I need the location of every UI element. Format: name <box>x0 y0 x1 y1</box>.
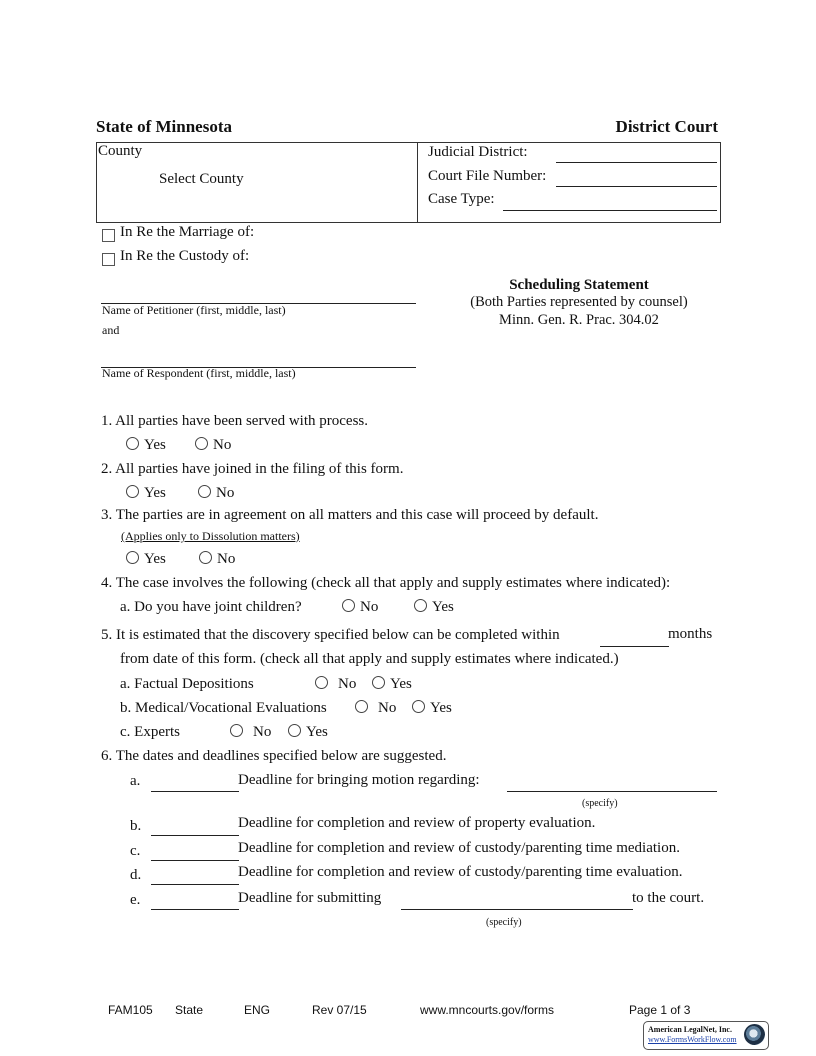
q5a-text: a. Factual Depositions <box>120 676 254 692</box>
radio-icon <box>288 724 301 737</box>
q6d-letter: d. <box>130 867 142 883</box>
badge-name: American LegalNet, Inc. <box>648 1025 732 1034</box>
q5b-yes-radio[interactable] <box>412 700 452 717</box>
q5-text2: from date of this form. (check all that apply and supply estimates where indicated.) <box>120 651 619 667</box>
case-type-field[interactable] <box>503 210 717 211</box>
q5b-no-radio[interactable] <box>355 700 396 717</box>
q1-yes-radio[interactable] <box>126 437 166 454</box>
q6a-text: Deadline for bringing motion regarding: <box>238 772 480 788</box>
q5-months-field[interactable] <box>600 646 669 647</box>
q3-no-label: No <box>217 551 236 567</box>
q2-text: 2. All parties have joined in the filing of this form. <box>101 461 404 477</box>
q6d-text: Deadline for completion and review of custody/parenting time evaluation. <box>238 864 683 880</box>
q6e-date-field[interactable] <box>151 909 239 910</box>
q5c-yes-radio[interactable] <box>288 724 328 741</box>
radio-icon <box>126 437 139 450</box>
q6b-date-field[interactable] <box>151 835 239 836</box>
q6-text: 6. The dates and deadlines specified below are suggested. <box>101 748 447 764</box>
marriage-checkbox[interactable] <box>102 229 115 242</box>
radio-icon <box>230 724 243 737</box>
q2-no-radio[interactable] <box>198 485 234 502</box>
form-subtitle: (Both Parties represented by counsel) <box>470 294 688 310</box>
q5-months-label: months <box>668 626 713 642</box>
radio-icon <box>126 551 139 564</box>
q4a-yes-radio[interactable] <box>414 599 454 616</box>
q5-text: 5. It is estimated that the discovery specified below can be completed within <box>101 627 560 643</box>
caption-divider <box>417 142 418 222</box>
q6c-date-field[interactable] <box>151 860 239 861</box>
q6a-specify-field[interactable] <box>507 791 717 792</box>
q5c-text: c. Experts <box>120 724 180 740</box>
q2-no-label: No <box>216 485 235 501</box>
q5c-no-label: No <box>253 724 272 740</box>
radio-icon <box>372 676 385 689</box>
q4-text: 4. The case involves the following (check all that apply and supply estimates where indicated): <box>101 575 671 591</box>
q6e-text: Deadline for submitting <box>238 890 382 906</box>
q5b-no-label: No <box>378 700 397 716</box>
respondent-label: Name of Respondent (first, middle, last) <box>102 366 296 380</box>
q6b-text: Deadline for completion and review of property evaluation. <box>238 815 596 831</box>
q4a-no-radio[interactable] <box>342 599 378 616</box>
legalnet-badge[interactable] <box>643 1021 769 1050</box>
radio-icon <box>199 551 212 564</box>
q5c-yes-label: Yes <box>306 724 328 740</box>
marriage-label: In Re the Marriage of: <box>120 224 255 240</box>
q5c-no-radio[interactable] <box>230 724 271 741</box>
q6a-letter: a. <box>130 773 141 789</box>
petitioner-label: Name of Petitioner (first, middle, last) <box>102 303 286 317</box>
radio-icon <box>195 437 208 450</box>
q6e-specify-label: (specify) <box>486 917 522 928</box>
q3-note: (Applies only to Dissolution matters) <box>121 529 300 543</box>
footer-form-id: FAM105 <box>108 1003 153 1017</box>
q5a-no-radio[interactable] <box>315 676 356 693</box>
judicial-district-field[interactable] <box>556 162 717 163</box>
q1-no-radio[interactable] <box>195 437 231 454</box>
radio-icon <box>342 599 355 612</box>
q3-yes-radio[interactable] <box>126 551 166 568</box>
court-file-number-field[interactable] <box>556 186 717 187</box>
q6c-letter: c. <box>130 843 141 859</box>
q3-text: 3. The parties are in agreement on all matters and this case will proceed by default. <box>101 507 599 523</box>
custody-label: In Re the Custody of: <box>120 248 250 264</box>
county-label: County <box>98 143 143 159</box>
county-select[interactable]: Select County <box>159 171 244 187</box>
radio-icon <box>412 700 425 713</box>
q6a-specify-label: (specify) <box>582 798 618 809</box>
and-label: and <box>102 323 120 337</box>
custody-checkbox[interactable] <box>102 253 115 266</box>
q4a-no-label: No <box>360 599 379 615</box>
q5b-text: b. Medical/Vocational Evaluations <box>120 700 327 716</box>
radio-icon <box>198 485 211 498</box>
judicial-district-label: Judicial District: <box>428 144 528 160</box>
footer-rev: Rev 07/15 <box>312 1003 367 1017</box>
q5a-no-label: No <box>338 676 357 692</box>
form-title: Scheduling Statement <box>509 277 649 293</box>
footer-lang: ENG <box>244 1003 271 1017</box>
q1-yes-label: Yes <box>144 437 166 453</box>
q3-yes-label: Yes <box>144 551 166 567</box>
badge-url[interactable]: www.FormsWorkFlow.com <box>648 1035 737 1044</box>
q5a-yes-label: Yes <box>390 676 412 692</box>
q2-yes-radio[interactable] <box>126 485 166 502</box>
q6e-specify-field[interactable] <box>401 909 633 910</box>
q4a-text: a. Do you have joint children? <box>120 599 302 615</box>
footer-url[interactable]: www.mncourts.gov/forms <box>420 1003 555 1017</box>
court-heading: District Court <box>615 117 718 136</box>
q2-yes-label: Yes <box>144 485 166 501</box>
state-heading: State of Minnesota <box>96 117 232 136</box>
radio-icon <box>414 599 427 612</box>
form-rule: Minn. Gen. R. Prac. 304.02 <box>499 312 659 328</box>
q6b-letter: b. <box>130 818 142 834</box>
court-file-number-label: Court File Number: <box>428 168 547 184</box>
q6e-suffix: to the court. <box>632 890 705 906</box>
radio-icon <box>126 485 139 498</box>
q4a-yes-label: Yes <box>432 599 454 615</box>
q5a-yes-radio[interactable] <box>372 676 412 693</box>
q6d-date-field[interactable] <box>151 884 239 885</box>
q1-text: 1. All parties have been served with process. <box>101 413 369 429</box>
footer-page: Page 1 of 3 <box>629 1003 691 1017</box>
q6c-text: Deadline for completion and review of custody/parenting time mediation. <box>238 840 680 856</box>
q6a-date-field[interactable] <box>151 791 239 792</box>
q5b-yes-label: Yes <box>430 700 452 716</box>
footer-scope: State <box>175 1003 204 1017</box>
case-type-label: Case Type: <box>428 191 495 207</box>
globe-logo-icon <box>744 1024 765 1045</box>
q1-no-label: No <box>213 437 232 453</box>
radio-icon <box>355 700 368 713</box>
radio-icon <box>315 676 328 689</box>
q6e-letter: e. <box>130 892 141 908</box>
q3-no-radio[interactable] <box>199 551 235 568</box>
